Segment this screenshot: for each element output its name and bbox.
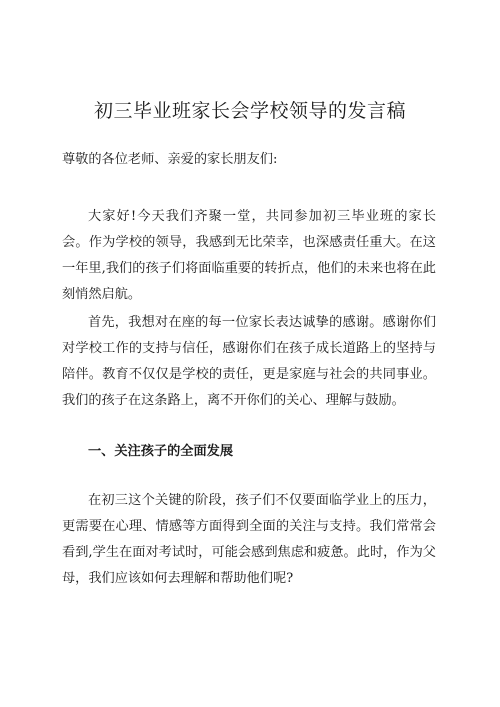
document-title: 初三毕业班家长会学校领导的发言稿	[93, 100, 406, 122]
paragraph-thanks: 首先，我想对在座的每一位家长表达诚挚的感谢。感谢你们对学校工作的支持与信任，感谢你们在孩子成长道路上的坚持与陪伴。教育不仅仅是学校的责任，更是家庭与社会的共同事业。我们的孩子在这条路上，离不开你们的关心、理解与鼓励。	[62, 315, 436, 408]
salutation: 尊敬的各位老师、亲爱的家长朋友们:	[62, 152, 278, 167]
paragraph-greeting: 大家好!今天我们齐聚一堂，共同参加初三毕业班的家长会。作为学校的领导，我感到无比荣幸，也深感责任重大。在这一年里,我们的孩子们将面临重要的转折点，他们的未来也将在此刻悄然启航。	[62, 209, 436, 302]
section-paragraph: 在初三这个关键的阶段，孩子们不仅要面临学业上的压力，更需要在心理、情感等方面得到全面的关注与支持。我们常常会看到,学生在面对考试时，可能会感到焦虑和疲惫。此时，作为父母，我们应该如何去理解和帮助他们呢?	[62, 493, 436, 586]
section-heading: 一、关注孩子的全面发展	[88, 444, 234, 459]
